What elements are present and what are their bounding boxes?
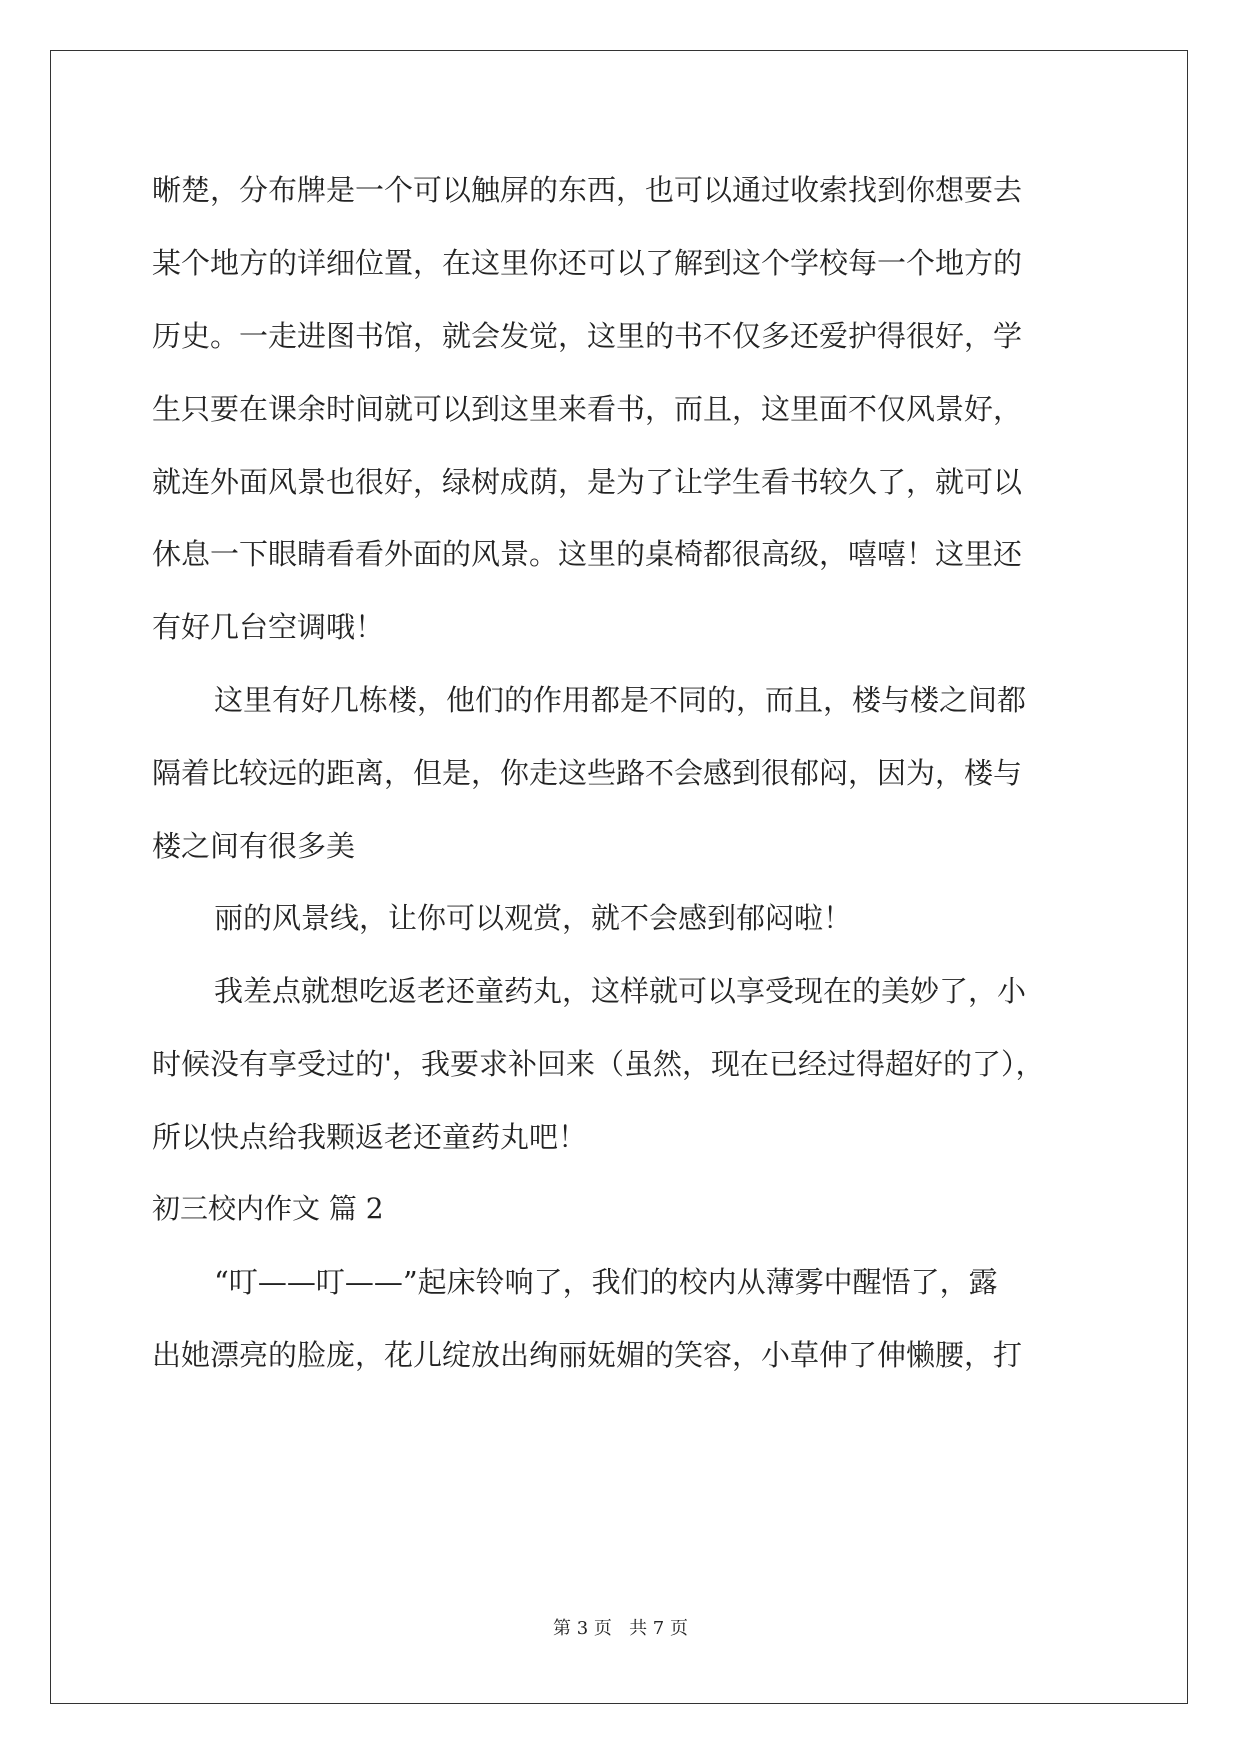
text-line: 历史。一走进图书馆，就会发觉，这里的书不仅多还爱护得很好，学 bbox=[152, 319, 1023, 353]
text-line: 休息一下眼睛看看外面的风景。这里的桌椅都很高级，嘻嘻！这里还 bbox=[152, 537, 1023, 571]
text-line: 生只要在课余时间就可以到这里来看书，而且，这里面不仅风景好， bbox=[152, 392, 1023, 426]
text-line: 隔着比较远的距离，但是，你走这些路不会感到很郁闷，因为，楼与 bbox=[152, 756, 1023, 790]
paragraph-first-line: 这里有好几栋楼，他们的作用都是不同的，而且，楼与楼之间都 bbox=[214, 683, 1027, 717]
text-line: 所以快点给我颗返老还童药丸吧！ bbox=[152, 1120, 588, 1154]
paragraph-first-line: 丽的风景线，让你可以观赏，就不会感到郁闷啦！ bbox=[214, 901, 853, 935]
paragraph-first-line: 我差点就想吃返老还童药丸，这样就可以享受现在的美妙了，小 bbox=[214, 974, 1027, 1008]
text-line: 出她漂亮的脸庞，花儿绽放出绚丽妩媚的笑容，小草伸了伸懒腰，打 bbox=[152, 1338, 1023, 1372]
text-line: 就连外面风景也很好，绿树成荫，是为了让学生看书较久了，就可以 bbox=[152, 465, 1023, 499]
text-line: 有好几台空调哦！ bbox=[152, 610, 385, 644]
section-heading: 初三校内作文 篇 2 bbox=[152, 1192, 384, 1225]
text-line: 晰楚，分布牌是一个可以触屏的东西，也可以通过收索找到你想要去 bbox=[152, 173, 1023, 207]
paragraph-first-line: “叮——叮——”起床铃响了，我们的校内从薄雾中醒悟了，露 bbox=[214, 1265, 998, 1299]
page-border bbox=[50, 50, 1188, 1704]
text-line: 楼之间有很多美 bbox=[152, 829, 356, 863]
text-line: 时候没有享受过的'，我要求补回来（虽然，现在已经过得超好的了）， bbox=[152, 1047, 1045, 1081]
page-footer: 第 3 页 共 7 页 bbox=[553, 1618, 688, 1639]
text-line: 某个地方的详细位置，在这里你还可以了解到这个学校每一个地方的 bbox=[152, 246, 1023, 280]
